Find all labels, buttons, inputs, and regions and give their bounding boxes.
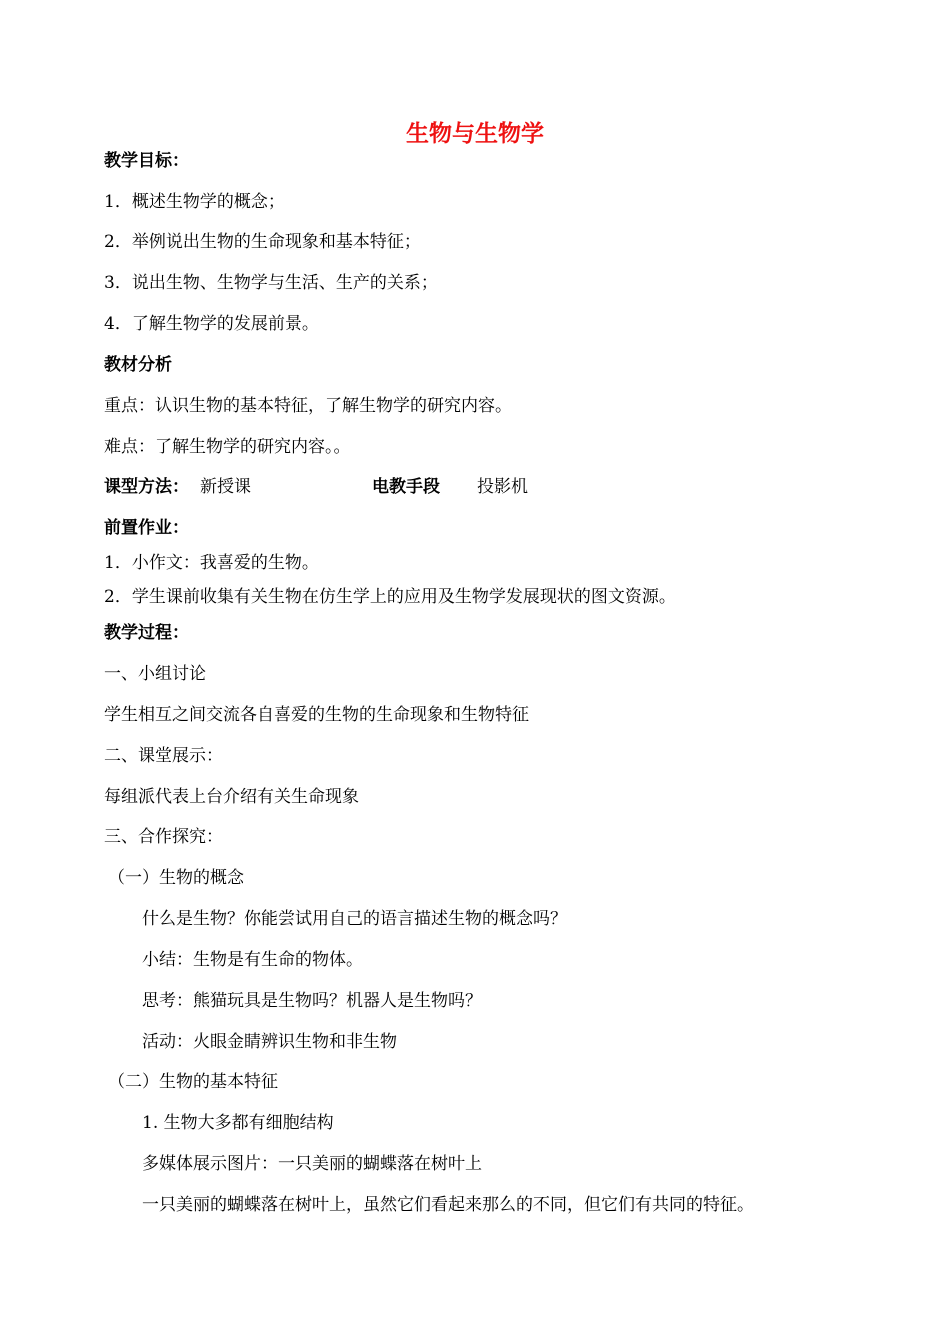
media-value: 投影机 [477,477,528,497]
course-type-value: 新授课 [200,477,251,497]
subsection-title: （二）生物的基本特征 [108,1072,278,1092]
section-title: 一、小组讨论 [104,664,206,684]
subsection-title: （一）生物的概念 [108,868,244,888]
section-text: 学生相互之间交流各自喜爱的生物的生命现象和生物特征 [104,705,529,725]
difficulty-point: 难点：了解生物学的研究内容。。 [104,437,351,457]
key-point: 重点：认识生物的基本特征，了解生物学的研究内容。 [104,396,512,416]
analysis-heading: 教材分析 [104,355,172,375]
pre-homework-item: 1．小作文：我喜爱的生物。 [104,553,319,573]
process-heading: 教学过程： [104,623,189,643]
document-title: 生物与生物学 [406,121,544,147]
subsection-line: 一只美丽的蝴蝶落在树叶上，虽然它们看起来那么的不同，但它们有共同的特征。 [142,1195,754,1215]
course-type-label: 课型方法： [104,477,189,497]
subsection-line: 多媒体展示图片：一只美丽的蝴蝶落在树叶上 [142,1154,482,1174]
section-text: 每组派代表上台介绍有关生命现象 [104,787,359,807]
subsection-line: 什么是生物？你能尝试用自己的语言描述生物的概念吗？ [142,909,567,929]
objective-item: 2．举例说出生物的生命现象和基本特征； [104,232,421,252]
subsection-line: 思考：熊猫玩具是生物吗？机器人是生物吗？ [142,991,482,1011]
objective-item: 3．说出生物、生物学与生活、生产的关系； [104,273,438,293]
subsection-line: 活动：火眼金睛辨识生物和非生物 [142,1032,397,1052]
objective-item: 1．概述生物学的概念； [104,192,285,212]
media-label: 电教手段 [372,477,440,497]
section-title: 三、合作探究： [104,827,223,847]
pre-homework-heading: 前置作业： [104,518,189,538]
pre-homework-item: 2．学生课前收集有关生物在仿生学上的应用及生物学发展现状的图文资源。 [104,587,676,607]
objectives-heading: 教学目标： [104,151,189,171]
subsection-line: 小结：生物是有生命的物体。 [142,950,363,970]
objective-item: 4．了解生物学的发展前景。 [104,314,319,334]
section-title: 二、课堂展示： [104,746,223,766]
subsection-line: 1. 生物大多都有细胞结构 [142,1113,334,1133]
